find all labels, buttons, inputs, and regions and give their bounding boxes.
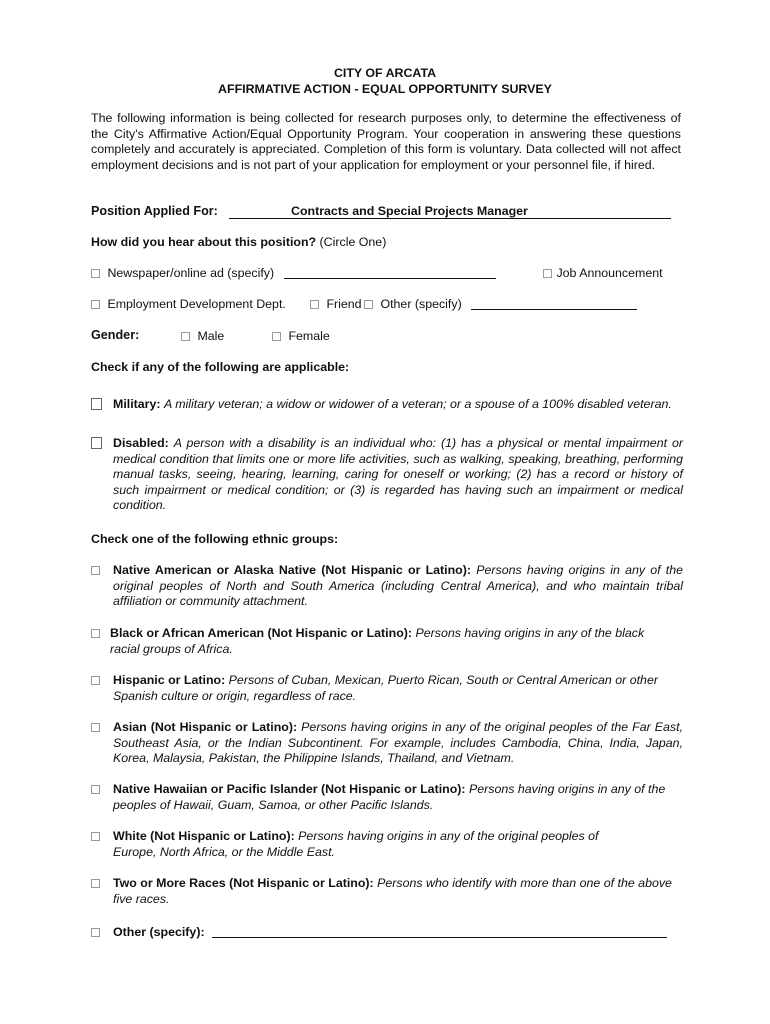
checkbox-pacific-islander[interactable] — [91, 785, 100, 794]
checkbox-white[interactable] — [91, 832, 100, 841]
ethnic-item-pacific-islander — [91, 782, 683, 813]
intro-paragraph: The following information is being collected for research purposes only, to determine the effectiveness of the City's Affirmative Action/Equal Opportunity Program. Your cooperation in answering these questions completely and accurately is appreciated. Completion of this form is voluntary. Data collected will not affect employment decisions and is not part of your application for employment or your personnel file, if hired. — [91, 111, 681, 172]
ethnic-desc: Persons having origins in any of the original peoples of Europe, North Africa, or the Middle East. — [113, 829, 599, 859]
ethnic-item-two-or-more — [91, 876, 676, 907]
option-newspaper[interactable] — [91, 266, 496, 280]
checkbox-military[interactable] — [91, 398, 102, 410]
ethnic-desc: Persons having origins in any of the original peoples of North and South America (including Central America), and who maintain tribal affiliation or community attachment. — [113, 563, 683, 608]
applicable-heading: Check if any of the following are applicable: — [91, 360, 350, 374]
ethnic-item-black — [91, 626, 651, 657]
ethnic-label: Hispanic or Latino: — [113, 673, 226, 687]
checkbox-job-announcement[interactable] — [543, 269, 552, 278]
gender-label: Gender: — [91, 328, 140, 342]
checkbox-native-american[interactable] — [91, 566, 100, 575]
ethnic-item-hispanic — [91, 673, 683, 704]
ethnic-label: Two or More Races (Not Hispanic or Latino): — [113, 876, 374, 890]
option-other[interactable] — [364, 297, 637, 311]
military-label: Military: — [113, 397, 161, 411]
newspaper-specify-line[interactable] — [284, 266, 496, 279]
ethnic-item-asian — [91, 720, 683, 767]
option-edd-label: Employment Development Dept. — [107, 297, 286, 311]
disabled-item — [91, 436, 683, 514]
checkbox-asian[interactable] — [91, 723, 100, 732]
checkbox-friend[interactable] — [310, 300, 319, 309]
checkbox-other[interactable] — [364, 300, 373, 309]
option-edd[interactable] — [91, 297, 286, 311]
heard-question-text: How did you hear about this position? — [91, 235, 317, 249]
gender-female[interactable] — [272, 329, 330, 343]
heard-question — [91, 235, 386, 249]
option-friend-label: Friend — [326, 297, 362, 311]
checkbox-hispanic[interactable] — [91, 676, 100, 685]
gender-female-label: Female — [288, 329, 330, 343]
ethnic-item-other — [91, 925, 683, 941]
checkbox-male[interactable] — [181, 332, 190, 341]
option-newspaper-label: Newspaper/online ad (specify) — [107, 266, 275, 280]
ethnic-label: Native American or Alaska Native (Not Hispanic or Latino): — [113, 563, 472, 577]
gender-male-label: Male — [197, 329, 225, 343]
checkbox-edd[interactable] — [91, 300, 100, 309]
disabled-label: Disabled: — [113, 436, 169, 450]
ethnic-label: White (Not Hispanic or Latino): — [113, 829, 295, 843]
ethnic-desc: Persons having origins in any of the peoples of Hawaii, Guam, Samoa, or other Pacific Islands. — [113, 782, 666, 812]
ethnic-heading: Check one of the following ethnic groups: — [91, 532, 339, 546]
org-name: CITY OF ARCATA — [333, 66, 437, 80]
gender-male[interactable] — [181, 329, 224, 343]
form-title: AFFIRMATIVE ACTION - EQUAL OPPORTUNITY SURVEY — [218, 82, 552, 96]
checkbox-female[interactable] — [272, 332, 281, 341]
position-label: Position Applied For: — [91, 204, 218, 218]
ethnic-desc: Persons having origins in any of the black racial groups of Africa. — [110, 626, 645, 656]
military-desc: A military veteran; a widow or widower of a veteran; or a spouse of a 100% disabled veteran. — [163, 397, 672, 411]
checkbox-ethnic-other[interactable] — [91, 928, 100, 937]
ethnic-item-white — [91, 829, 631, 860]
option-job-announcement[interactable] — [543, 266, 663, 280]
option-other-label: Other (specify) — [380, 297, 462, 311]
checkbox-two-or-more[interactable] — [91, 879, 100, 888]
ethnic-desc: Persons having origins in any of the original peoples of the Far East, Southeast Asia, or the Indian Subcontinent. For example, includes Cambodia, China, India, Japan, Korea, Malaysia, Pakistan, the Philippine Islands, Thailand, and Vietnam. — [113, 720, 683, 765]
option-job-announcement-label: Job Announcement — [556, 266, 663, 280]
checkbox-newspaper[interactable] — [91, 269, 100, 278]
disabled-desc: A person with a disability is an individual who: (1) has a physical or mental impairment or medical condition that limits one or more life activities, such as walking, speaking, breathing, performing manual tasks, seeing, hearing, learning, caring for oneself or working; (2) has a record or history of such impairment or medical condition; or (3) is regarded has having such an impairment or medical condition. — [113, 436, 684, 512]
ethnic-label: Black or African American (Not Hispanic or Latino): — [110, 626, 413, 640]
ethnic-label: Native Hawaiian or Pacific Islander (Not Hispanic or Latino): — [113, 782, 466, 796]
option-friend[interactable] — [310, 297, 362, 311]
ethnic-label: Asian (Not Hispanic or Latino): — [113, 720, 298, 734]
other-specify-line[interactable] — [471, 297, 637, 310]
checkbox-black[interactable] — [91, 629, 100, 638]
military-item — [91, 397, 683, 413]
ethnic-other-specify-line[interactable] — [212, 925, 667, 938]
ethnic-desc: Persons who identify with more than one of the above five races. — [113, 876, 672, 906]
position-field[interactable] — [229, 204, 671, 219]
ethnic-item-native-american — [91, 563, 683, 610]
position-value: Contracts and Special Projects Manager — [291, 204, 528, 218]
checkbox-disabled[interactable] — [91, 437, 102, 449]
ethnic-desc: Persons of Cuban, Mexican, Puerto Rican, South or Central American or other Spanish culture or origin, regardless of race. — [113, 673, 658, 703]
heard-hint: (Circle One) — [319, 235, 387, 249]
ethnic-label: Other (specify): — [113, 925, 205, 939]
